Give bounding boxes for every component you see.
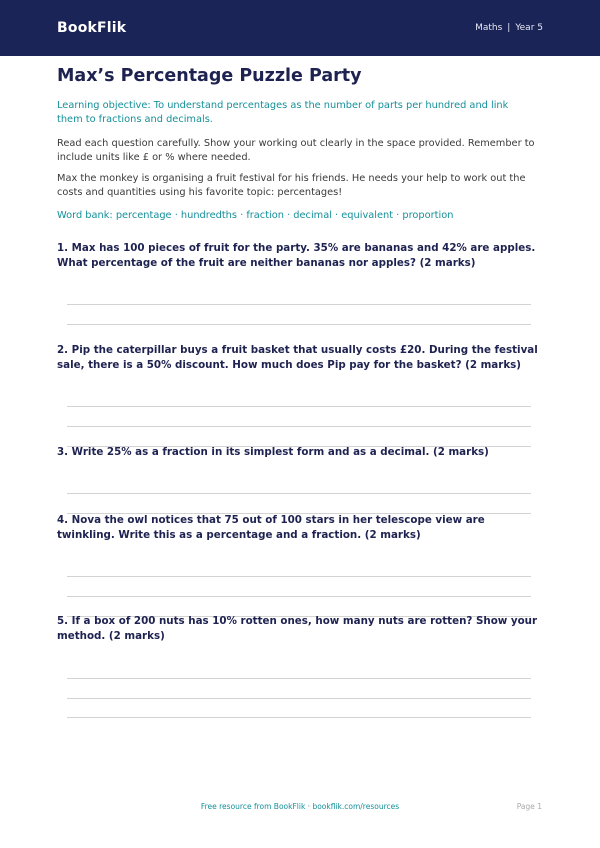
answer-line[interactable] xyxy=(67,426,531,427)
answer-line[interactable] xyxy=(67,596,531,597)
question-4: 4. Nova the owl notices that 75 out of 100 stars in her telescope view are twinkling. Write this as a percentage and a fraction. (2 marks) xyxy=(57,514,485,541)
worksheet-title: Max’s Percentage Puzzle Party xyxy=(57,66,362,86)
answer-line[interactable] xyxy=(67,304,531,305)
page-footer xyxy=(0,802,600,816)
subject-year-label xyxy=(475,23,543,33)
answer-line[interactable] xyxy=(67,678,531,679)
answer-line[interactable] xyxy=(67,324,531,325)
page-number: Page 1 xyxy=(516,802,542,811)
meta-separator: | xyxy=(507,23,511,33)
brand-logo-text: BookFlik xyxy=(57,20,127,36)
year-label: Year 5 xyxy=(515,23,543,33)
story-text: Max the monkey is organising a fruit festival for his friends. He needs your help to work out the costs and quantities using his favorite topic: percentages! xyxy=(57,173,526,198)
word-bank: Word bank: percentage · hundredths · fraction · decimal · equivalent · proportion xyxy=(57,210,454,221)
learning-objective: Learning objective: To understand percentages as the number of parts per hundred and link them to fractions and decimals. xyxy=(57,100,509,125)
question-2: 2. Pip the caterpillar buys a fruit basket that usually costs £20. During the festival sale, there is a 50% discount. How much does Pip pay for the basket? (2 marks) xyxy=(57,344,538,371)
subject-label: Maths xyxy=(475,23,503,33)
answer-line[interactable] xyxy=(67,576,531,577)
question-1: 1. Max has 100 pieces of fruit for the party. 35% are bananas and 42% are apples. What percentage of the fruit are neither bananas nor apples? (2 marks) xyxy=(57,242,536,269)
answer-line[interactable] xyxy=(67,493,531,494)
page-header xyxy=(0,0,600,56)
instructions-text: Read each question carefully. Show your working out clearly in the space provided. Remember to include units like £ or % where needed. xyxy=(57,138,535,163)
footer-credit-link[interactable]: Free resource from BookFlik · bookflik.com/resources xyxy=(200,802,400,811)
question-3: 3. Write 25% as a fraction in its simplest form and as a decimal. (2 marks) xyxy=(57,446,489,458)
answer-line[interactable] xyxy=(67,698,531,699)
question-5: 5. If a box of 200 nuts has 10% rotten ones, how many nuts are rotten? Show your method. (2 marks) xyxy=(57,615,538,642)
answer-line[interactable] xyxy=(67,406,531,407)
answer-line[interactable] xyxy=(67,717,531,718)
